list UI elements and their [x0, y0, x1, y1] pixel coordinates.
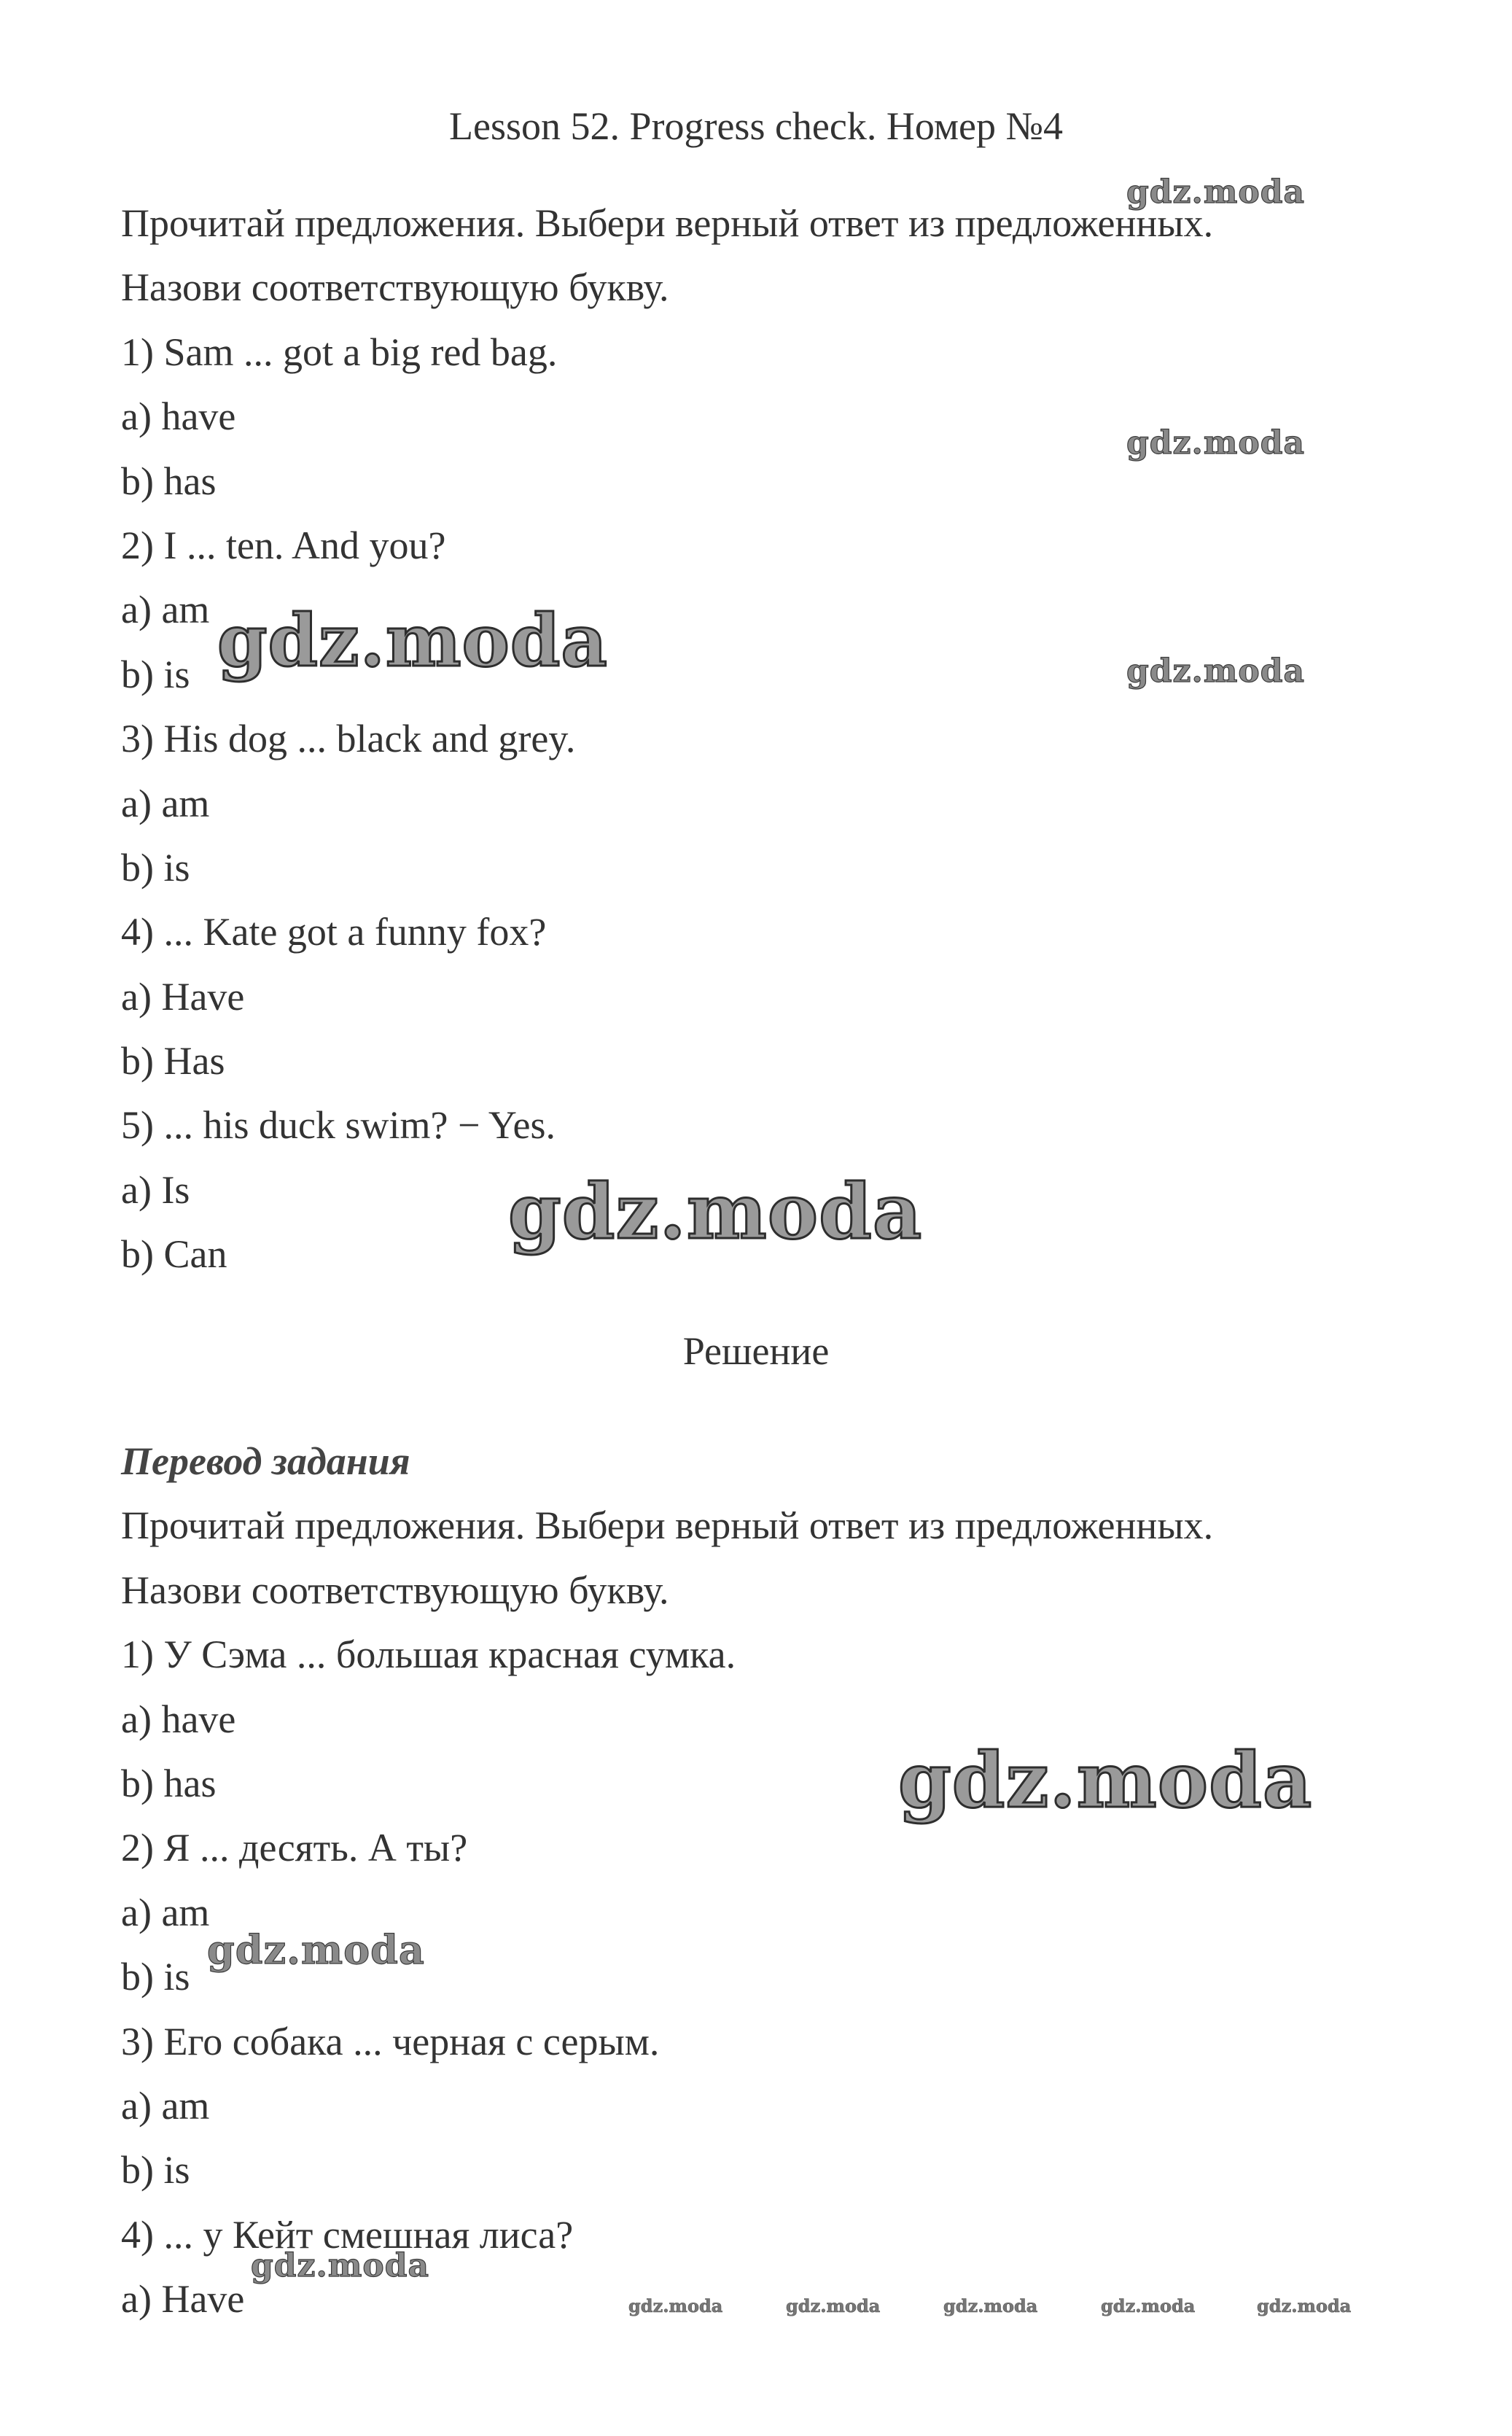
task-section: [121, 191, 1419, 1287]
translation-question-3: 3) Его собака ... черная с серым.: [121, 2019, 660, 2063]
task-question-1: 1) Sam ... got a big red bag.: [121, 330, 558, 374]
watermark: gdz.moda: [786, 2295, 881, 2316]
translation-option: a) have: [121, 1697, 236, 1741]
watermark: gdz.moda: [1101, 2295, 1196, 2316]
task-option: b) is: [121, 652, 190, 696]
watermark: gdz.moda: [251, 2247, 430, 2284]
translation-question-2: 2) Я ... десять. А ты?: [121, 1826, 468, 1870]
translation-option: b) has: [121, 1761, 217, 1805]
task-question-4: 4) ... Kate got a funny fox?: [121, 910, 547, 954]
translation-option: a) am: [121, 1890, 210, 1934]
translation-instruction-line-1: Прочитай предложения. Выбери верный ответ из предложенных.: [121, 1503, 1214, 1548]
task-option: a) am: [121, 781, 210, 825]
translation-option: b) is: [121, 2148, 190, 2192]
translation-question-1: 1) У Сэма ... большая красная сумка.: [121, 1633, 736, 1677]
watermark: gdz.moda: [1126, 424, 1306, 462]
solution-heading: Решение: [682, 1329, 830, 1373]
watermark: gdz.moda: [628, 2295, 723, 2316]
translation-option: a) am: [121, 2083, 210, 2128]
task-option: a) have: [121, 394, 236, 439]
task-option: b) Has: [121, 1039, 225, 1083]
watermark: gdz.moda: [1126, 174, 1306, 211]
task-question-3: 3) His dog ... black and grey.: [121, 717, 576, 761]
watermark: gdz.moda: [898, 1735, 1313, 1825]
translation-option: a) Have: [121, 2277, 245, 2322]
task-option: a) Have: [121, 974, 245, 1019]
translation-instruction-line-2: Назови соответствующую букву.: [121, 1568, 669, 1612]
translation-question-4: 4) ... у Кейт смешная лиса?: [121, 2212, 574, 2257]
task-option: b) has: [121, 459, 217, 503]
watermark: gdz.moda: [207, 1926, 425, 1973]
translation-section: [121, 1429, 1419, 2331]
page-title: Lesson 52. Progress check. Номер №4: [448, 104, 1063, 148]
task-option: b) Can: [121, 1232, 227, 1277]
translation-heading: Перевод задания: [121, 1439, 410, 1483]
watermark: gdz.moda: [1257, 2295, 1352, 2316]
task-question-5: 5) ... his duck swim? − Yes.: [121, 1103, 556, 1148]
watermark: gdz.moda: [217, 599, 608, 683]
task-option: b) is: [121, 845, 190, 890]
watermark: gdz.moda: [943, 2295, 1038, 2316]
watermark: gdz.moda: [1126, 653, 1306, 690]
task-instruction-line-2: Назови соответствующую букву.: [121, 265, 669, 310]
task-option: a) Is: [121, 1167, 190, 1212]
translation-option: b) is: [121, 1955, 190, 1999]
task-option: a) am: [121, 588, 210, 632]
task-instruction-line-1: Прочитай предложения. Выбери верный ответ из предложенных.: [121, 201, 1214, 245]
watermark: gdz.moda: [508, 1167, 923, 1256]
task-question-2: 2) I ... ten. And you?: [121, 523, 446, 567]
